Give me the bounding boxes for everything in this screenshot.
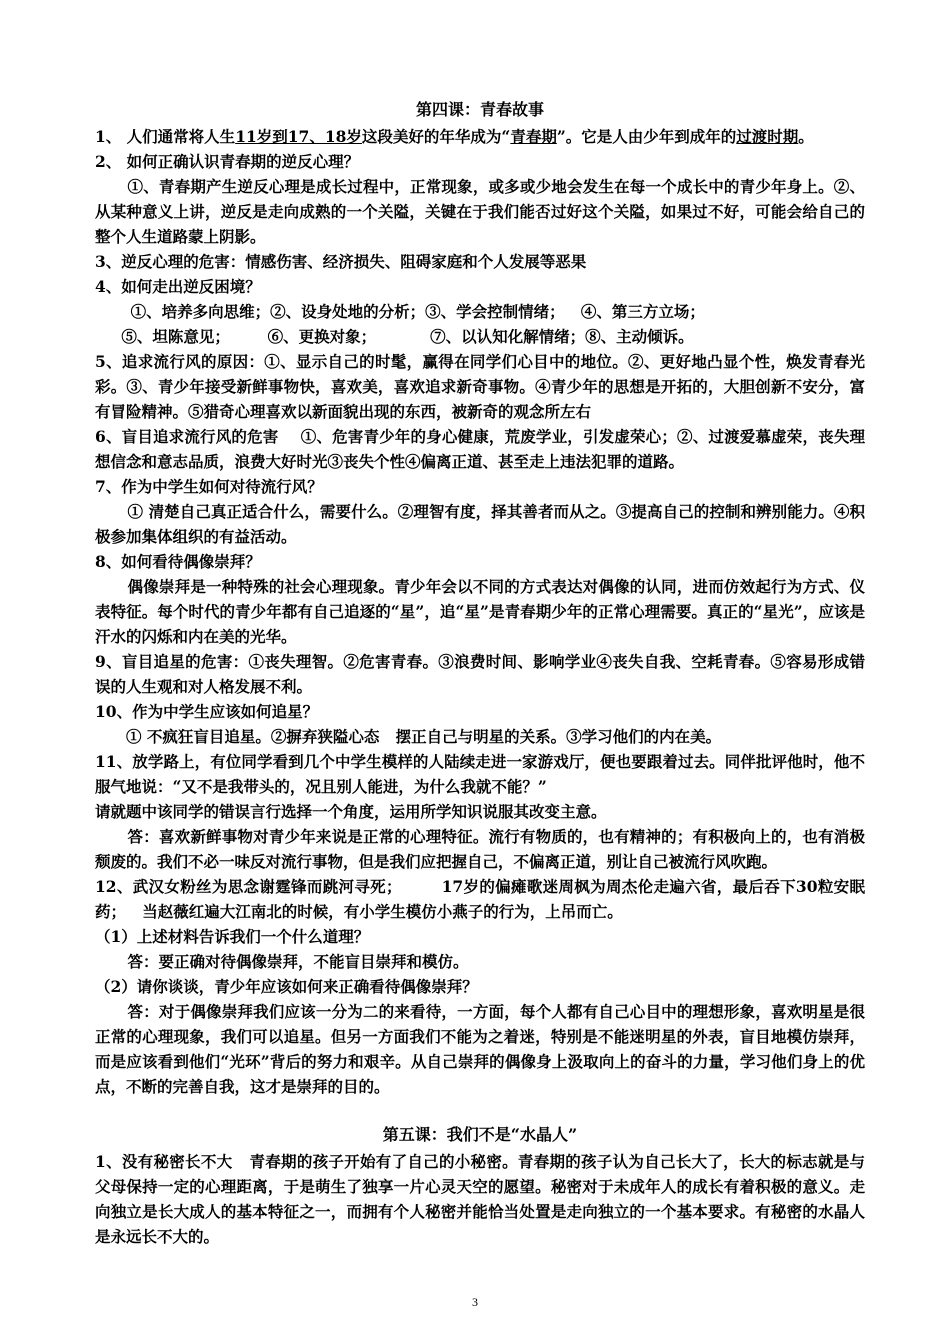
document-page bbox=[95, 98, 865, 1249]
page-number: 3 bbox=[472, 1295, 478, 1309]
lesson4-title: 第四课：青春故事 bbox=[415, 100, 544, 119]
q1-text-e: ”。它是人由少年到成年的 bbox=[556, 127, 737, 146]
lesson4-q12: 12、武汉女粉丝为思念谢霆锋而跳河寻死； 17岁的偏瘫歌迷周枫为周杰伦走遍六省，最后吞下30粒安眠药； 当赵薇红遍大江南北的时候，有小学生模仿小燕子的行为，上吊而亡。 bbox=[95, 877, 865, 921]
lesson4-q7: 7、作为中学生如何对待流行风？ bbox=[95, 477, 323, 496]
lesson4-q2-answer: ①、青春期产生逆反心理是成长过程中，正常现象，或多或少地会发生在每一个成长中的青少年身上。②、从某种意义上讲，逆反是走向成熟的一个关隘，关键在于我们能否过好这个关隘，如果过不好，可能会给自己的整个人生道路蒙上阴影。 bbox=[95, 177, 865, 246]
q1-term-transition: 过渡时期 bbox=[736, 127, 799, 146]
q1-text-g: 。 bbox=[798, 127, 814, 146]
lesson4-q6: 6、盲目追求流行风的危害 ①、危害青少年的身心健康，荒废学业，引发虚荣心；②、过渡爱慕虚荣，丧失理想信念和意志品质，浪费大好时光③丧失个性④偏离正道、甚至走上违法犯罪的道路。 bbox=[95, 427, 865, 471]
lesson4-q4-line2: ⑤、坦陈意见； ⑥、更换对象； ⑦、以认知化解情绪；⑧、主动倾诉。 bbox=[121, 327, 694, 346]
lesson4-q8-answer: 偶像崇拜是一种特殊的社会心理现象。青少年会以不同的方式表达对偶像的认同，进而仿效起行为方式、仪表特征。每个时代的青少年都有自己追逐的“星”，追“星”是青春期少年的正常心理需要。真正的“星光”，应该是汗水的闪烁和内在美的光华。 bbox=[95, 577, 865, 646]
lesson4-q10-answer: ① 不疯狂盲目追星。②摒弃狭隘心态 摆正自己与明星的关系。③学习他们的内在美。 bbox=[126, 727, 722, 746]
lesson4-q4-line1: ①、培养多向思维；②、设身处地的分析；③、学会控制情绪； ④、第三方立场； bbox=[130, 302, 705, 321]
lesson4-q11: 11、放学路上，有位同学看到几个中学生模样的人陆续走进一家游戏厅，便也要跟着过去。同伴批评他时，他不服气地说：“又不是我带头的，况且别人能进，为什么我就不能？” bbox=[95, 752, 865, 796]
lesson4-q12-sub2: （2）请你谈谈，青少年应该如何来正确看待偶像崇拜？ bbox=[95, 977, 478, 996]
q1-text-a: 1、 人们通常将人生 bbox=[95, 127, 236, 146]
q1-text-c: 这段美好的年华成为“ bbox=[361, 127, 511, 146]
lesson4-q11-question: 请就题中该同学的错误言行选择一个角度，运用所学知识说服其改变主意。 bbox=[95, 802, 607, 821]
lesson4-q12-sub1-answer: 答：要正确对待偶像崇拜，不能盲目崇拜和模仿。 bbox=[127, 952, 469, 971]
lesson4-q12-sub2-answer: 答：对于偶像崇拜我们应该一分为二的来看待，一方面，每个人都有自己心目中的理想形象，喜欢明星是很正常的心理现象，我们可以追星。但另一方面我们不能为之着迷，特别是不能迷明星的外表，盲目地模仿崇拜，而是应该看到他们“光环”背后的努力和艰辛。从自己崇拜的偶像身上汲取向上的奋斗的力量，学习他们身上的优点，不断的完善自我，这才是崇拜的目的。 bbox=[95, 1002, 865, 1096]
q1-age-range: 11岁到17、18岁 bbox=[235, 127, 362, 146]
lesson4-q1 bbox=[95, 124, 865, 149]
lesson5-q1: 1、没有秘密长不大 青春期的孩子开始有了自己的小秘密。青春期的孩子认为自己长大了，长大的标志就是与父母保持一定的心理距离，于是萌生了独享一片心灵天空的愿望。秘密对于未成年人的成长有着积极的意义。走向独立是长大成人的基本特征之一，而拥有个人秘密并能恰当处置是走向独立的一个基本要求。有秘密的水晶人是永远长不大的。 bbox=[95, 1152, 865, 1246]
lesson4-q2: 2、 如何正确认识青春期的逆反心理？ bbox=[95, 152, 360, 171]
section-gap bbox=[95, 1099, 865, 1123]
lesson4-q3: 3、逆反心理的危害：情感伤害、经济损失、阻碍家庭和个人发展等恶果 bbox=[95, 252, 587, 271]
lesson4-q8: 8、如何看待偶像崇拜？ bbox=[95, 552, 261, 571]
lesson4-q12-sub1: （1）上述材料告诉我们一个什么道理？ bbox=[95, 927, 370, 946]
lesson4-q4: 4、如何走出逆反困境？ bbox=[95, 277, 261, 296]
lesson4-q5: 5、追求流行风的原因：①、显示自己的时髦，赢得在同学们心目中的地位。②、更好地凸显个性，焕发青春光彩。③、青少年接受新鲜事物快，喜欢美，喜欢追求新奇事物。④青少年的思想是开拓的，大胆创新不安分，富有冒险精神。⑤猎奇心理喜欢以新面貌出现的东西，被新奇的观念所左右 bbox=[95, 352, 865, 421]
lesson5-title: 第五课：我们不是“水晶人” bbox=[382, 1125, 578, 1144]
lesson4-q10: 10、作为中学生应该如何追星？ bbox=[95, 702, 319, 721]
lesson4-q11-answer: 答：喜欢新鲜事物对青少年来说是正常的心理特征。流行有物质的，也有精神的；有积极向上的，也有消极颓废的。我们不必一味反对流行事物，但是我们应把握自己，不偏离正道，别让自己被流行风吹跑。 bbox=[95, 827, 865, 871]
lesson4-q7-answer: ① 清楚自己真正适合什么，需要什么。②理智有度，择其善者而从之。③提高自己的控制和辨别能力。④积极参加集体组织的有益活动。 bbox=[95, 502, 865, 546]
q1-term-youth: 青春期 bbox=[510, 127, 557, 146]
lesson4-q9: 9、盲目追星的危害：①丧失理智。②危害青春。③浪费时间、影响学业④丧失自我、空耗青春。⑤容易形成错误的人生观和对人格发展不利。 bbox=[95, 652, 865, 696]
